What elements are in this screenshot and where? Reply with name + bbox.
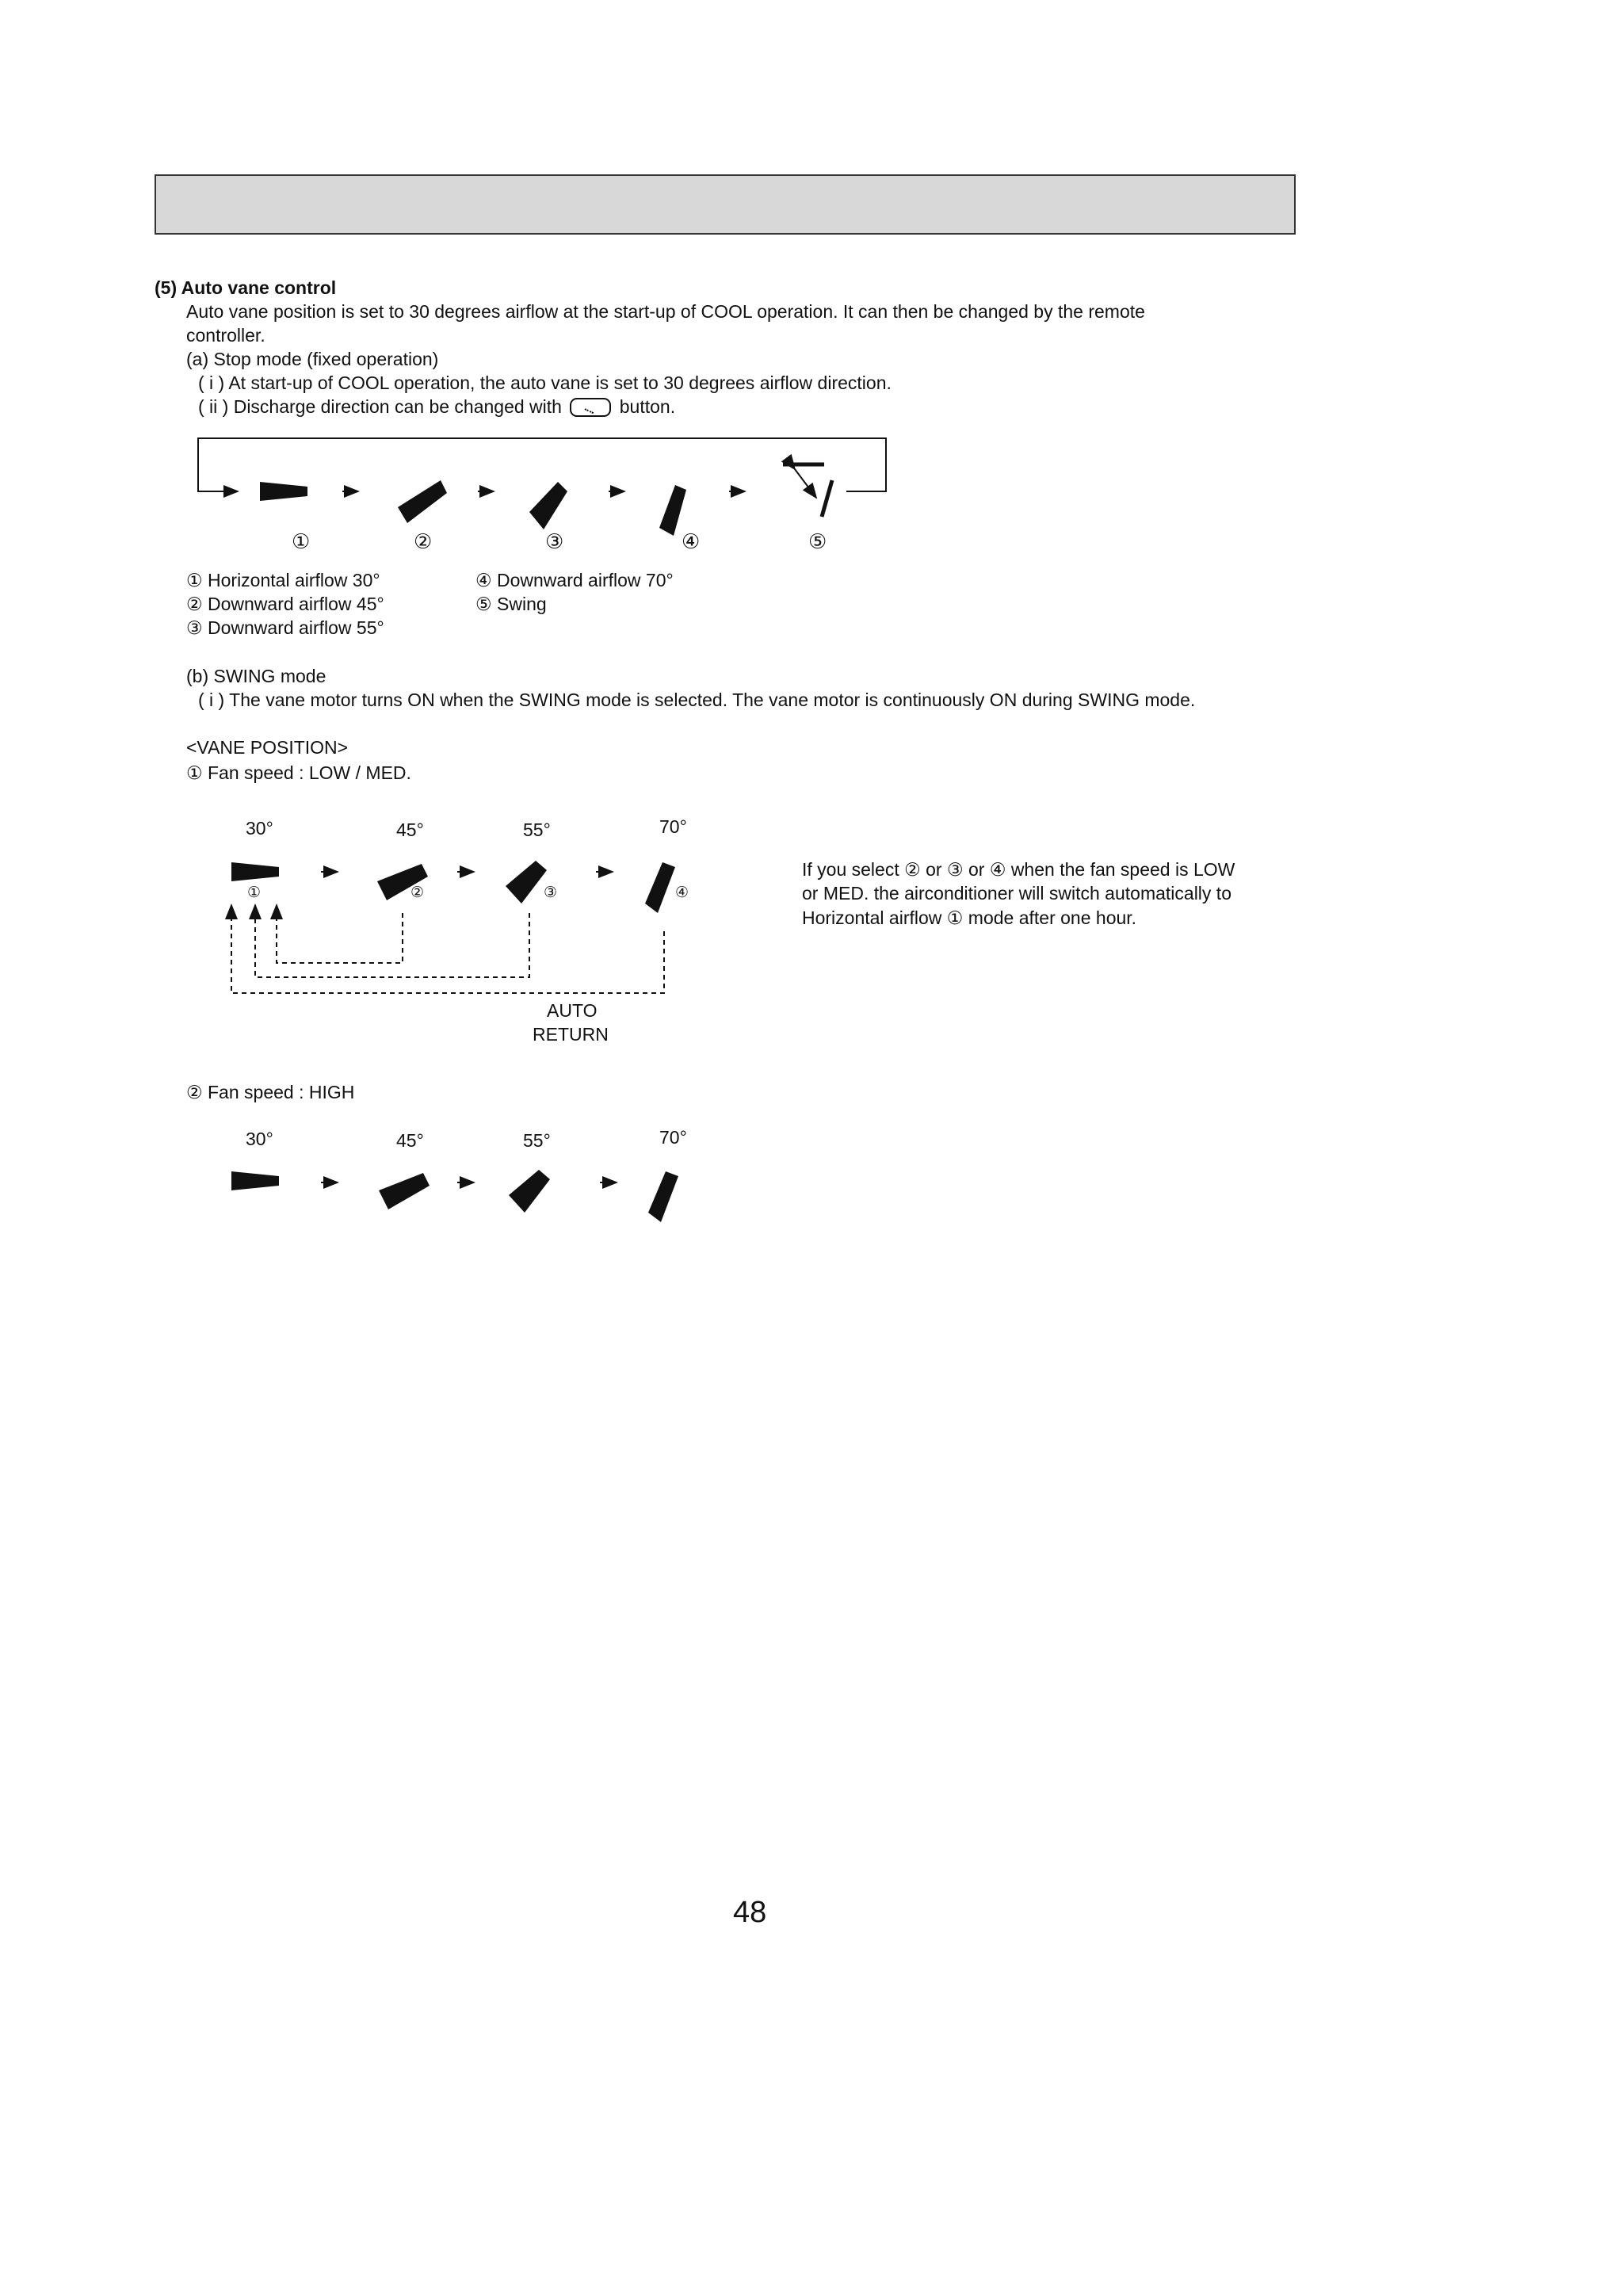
high-vane-45 [379, 1173, 430, 1209]
angle-45-label: 45° [396, 819, 424, 840]
low-vane-70 [645, 862, 675, 913]
legend-item-1: ① Horizontal airflow 30° [186, 570, 380, 590]
cycle-marker-1: ① [292, 529, 311, 553]
legend-item-3: ③ Downward airflow 55° [186, 617, 384, 638]
auto-return-label-1: AUTO [547, 1000, 598, 1021]
high-vane-30 [231, 1171, 279, 1190]
swing-mode-title: (b) SWING mode [186, 666, 326, 686]
small-marker-1: ① [247, 884, 262, 901]
small-marker-2: ② [410, 884, 425, 901]
low-vane-30 [231, 862, 279, 881]
note-line-3: Horizontal airflow ① mode after one hour. [802, 907, 1137, 928]
angle-70-label: 70° [659, 816, 687, 837]
intro-line-2: controller. [186, 325, 265, 346]
note-line-2: or MED. the airconditioner will switch automatically to [802, 883, 1231, 904]
high-angle-55-label: 55° [523, 1130, 551, 1151]
angle-30-label: 30° [246, 818, 273, 839]
high-vane-55 [509, 1170, 550, 1213]
high-angle-70-label: 70° [659, 1127, 687, 1148]
low-vane-45 [377, 864, 428, 900]
cycle-marker-2: ② [414, 529, 433, 553]
cycle-marker-3: ③ [545, 529, 564, 553]
return-line-55 [255, 905, 529, 977]
small-marker-4: ④ [675, 884, 689, 901]
legend-item-2: ② Downward airflow 45° [186, 594, 384, 614]
angle-55-label: 55° [523, 819, 551, 840]
small-marker-3: ③ [544, 884, 558, 901]
stop-mode-item-ii-text: ( ii ) Discharge direction can be changed with [198, 396, 562, 417]
high-angle-30-label: 30° [246, 1129, 273, 1149]
return-line-45 [277, 905, 403, 963]
auto-return-label-2: RETURN [533, 1024, 609, 1045]
cycle-marker-4: ④ [682, 529, 701, 553]
stop-mode-item-ii-suffix: button. [619, 396, 676, 417]
legend-item-5: ⑤ Swing [475, 594, 547, 614]
intro-line-1: Auto vane position is set to 30 degrees airflow at the start-up of COOL operation. It can then be changed by the remote [186, 301, 1145, 322]
fan-speed-low-med: ① Fan speed : LOW / MED. [186, 762, 411, 783]
high-angle-45-label: 45° [396, 1130, 424, 1151]
low-vane-55 [506, 861, 547, 904]
stop-mode-title: (a) Stop mode (fixed operation) [186, 349, 439, 369]
swing-mode-item-i: ( i ) The vane motor turns ON when the SWING mode is selected. The vane motor is continuously ON during SWING mode. [198, 690, 1196, 710]
legend-item-4: ④ Downward airflow 70° [475, 570, 674, 590]
fan-speed-high: ② Fan speed : HIGH [186, 1082, 355, 1102]
note-line-1: If you select ② or ③ or ④ when the fan speed is LOW [802, 859, 1235, 880]
vane-position-heading: <VANE POSITION> [186, 737, 349, 758]
return-line-70 [231, 905, 664, 993]
cycle-marker-5: ⑤ [808, 529, 827, 553]
section-title: (5) Auto vane control [155, 277, 337, 298]
stop-mode-item-i: ( i ) At start-up of COOL operation, the auto vane is set to 30 degrees airflow direction. [198, 372, 892, 393]
high-vane-70 [648, 1171, 678, 1222]
page-number: 48 [733, 1896, 767, 1929]
